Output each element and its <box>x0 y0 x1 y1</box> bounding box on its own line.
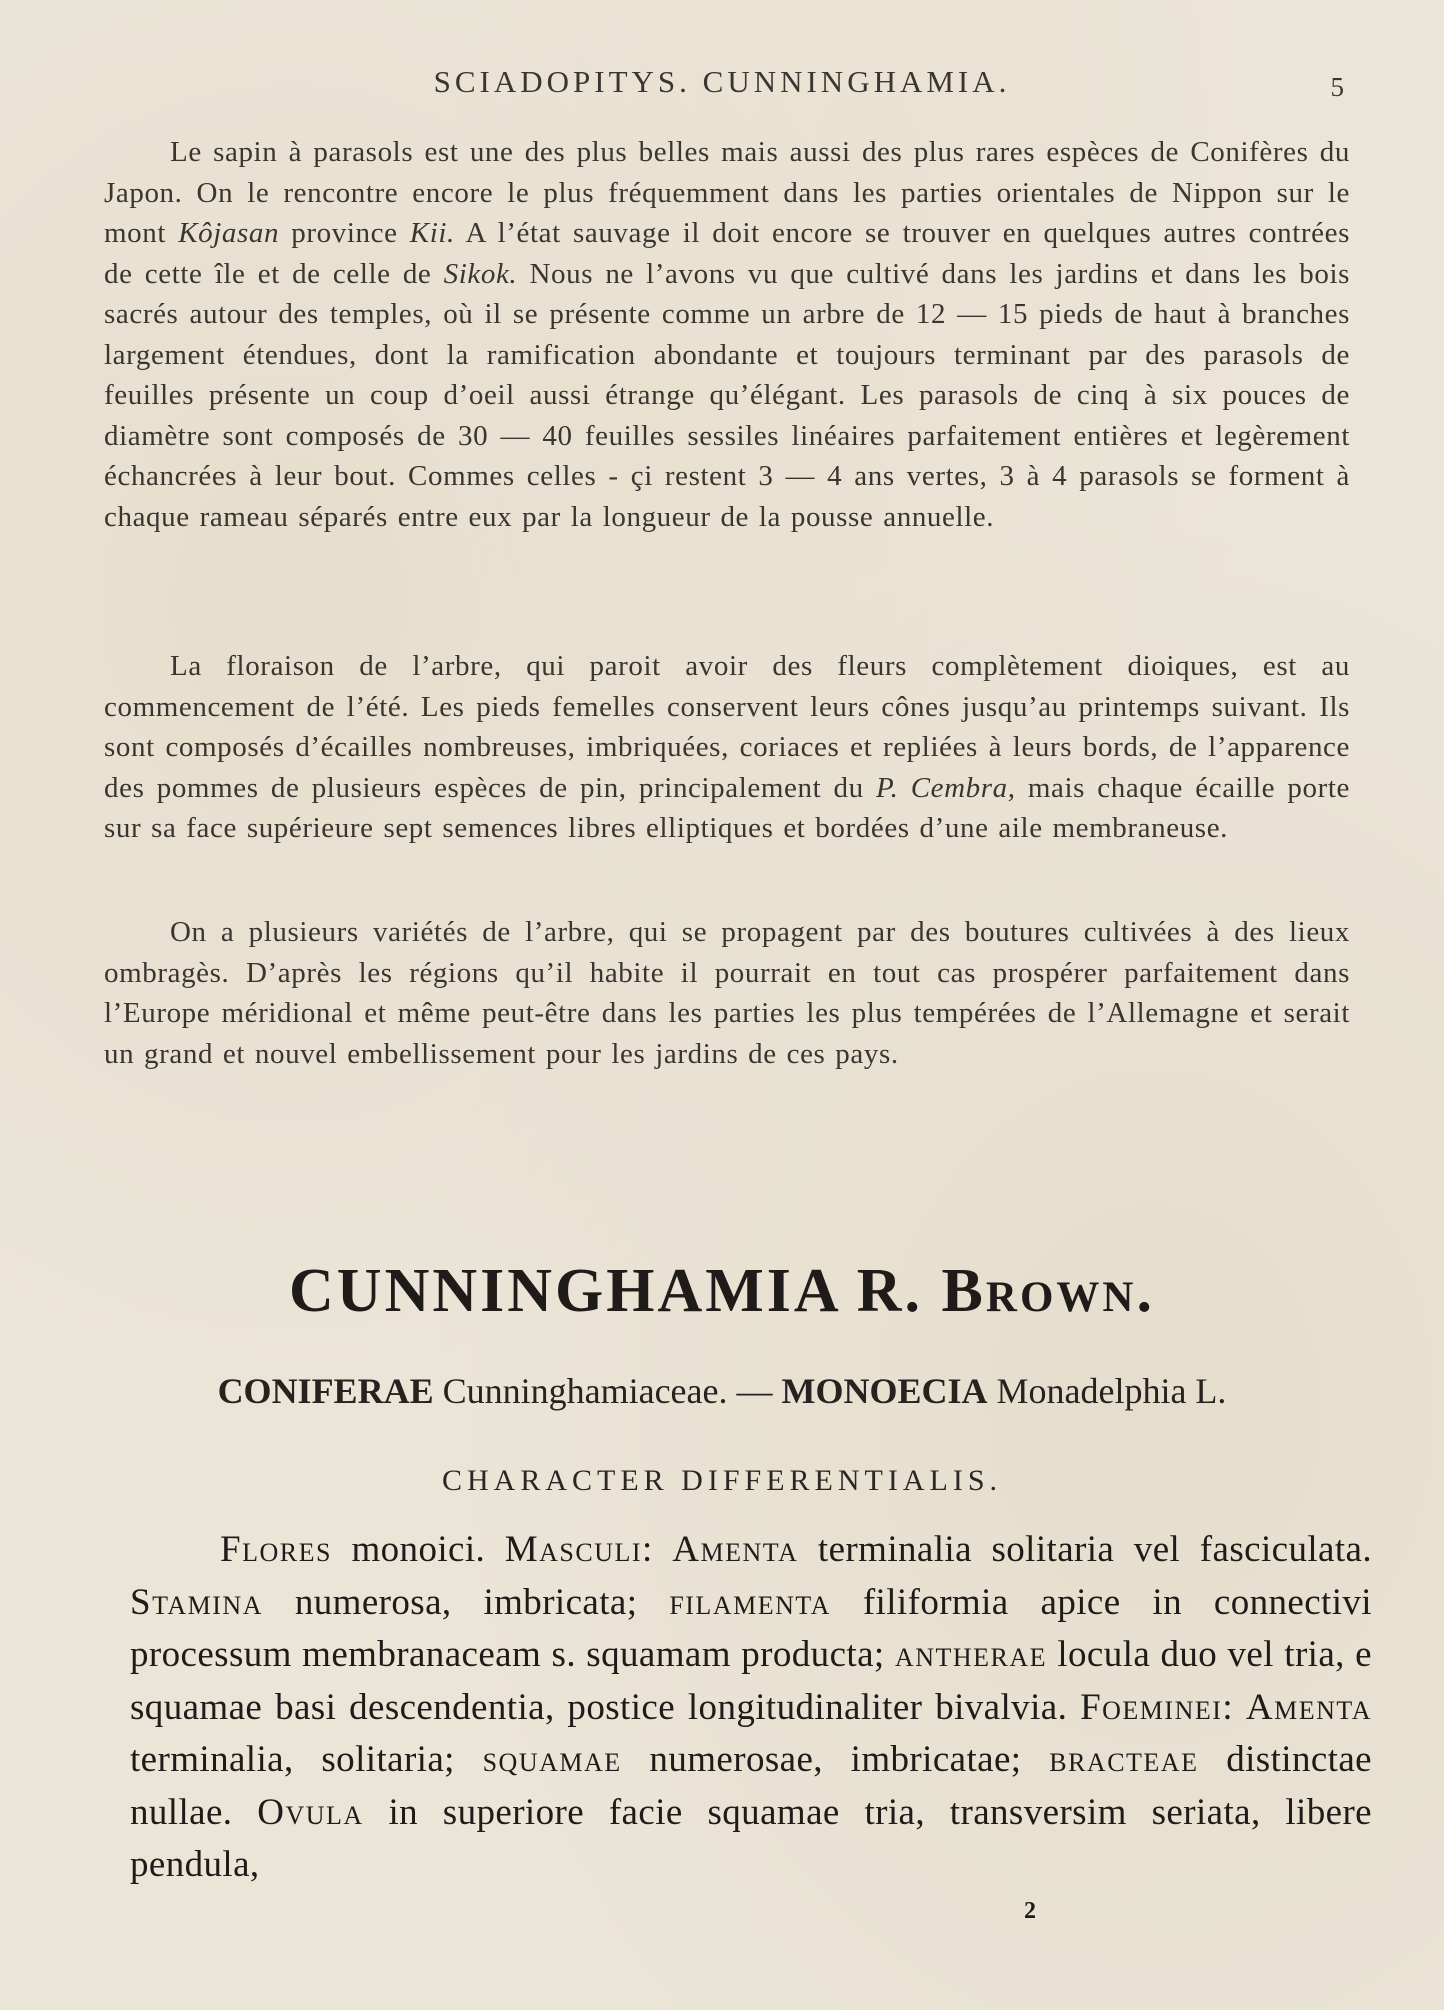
latin-description: Flores monoici. Masculi: Amenta terminalia solitaria vel fasciculata. Stamina numerosa, imbricata; filamenta filiformia apice in connectivi processum membranaceam s. squamam producta; antherae locula duo vel tria, e squamae basi descendentia, postice longitudinaliter bivalvia. Foeminei: Amenta terminalia, solitaria; squamae numerosae, imbricatae; bracteae distinctae nullae. Ovula in superiore facie squamae tria, transversim seriata, libere pendula, <box>130 1529 1372 1885</box>
signature-mark: 2 <box>1024 1898 1036 1924</box>
french-paragraph-1: Le sapin à parasols est une des plus belles mais aussi des plus rares espèces de Conifères du Japon. On le rencontre encore le plus fréquemment dans les parties orientales de Nippon sur le mont Kôjasan province Kii. A l’état sauvage il doit encore se trouver en quelques autres contrées de cette île et de celle de Sikok. Nous ne l’avons vu que cultivé dans les jardins et dans les bois sacrés autour des temples, où il se présente comme un arbre de 12 — 15 pieds de haut à branches largement étendues, dont la ramification abondante et toujours terminant par des parasols de feuilles présente un coup d’oeil aussi étrange qu’élégant. Les parasols de cinq à six pouces de diamètre sont composés de 30 — 40 feuilles sessiles linéaires parfaitement entières et legèrement échancrées à leur bout. Commes celles - çi restent 3 — 4 ans vertes, 3 à 4 parasols se forment à chaque rameau séparés entre eux par la longueur de la pousse annuelle. <box>104 136 1351 533</box>
french-paragraph-3: On a plusieurs variétés de l’arbre, qui se propagent par des boutures cultivées à des lieux ombragès. D’après les régions qu’il habite il pourrait en tout cas prospérer parfaitement dans l’Europe méridional et même peut-être dans les parties les plus tempérées de l’Allemagne et serait un grand et nouvel embellissement pour les jardins de ces pays. <box>104 916 1350 1070</box>
french-paragraph-2: La floraison de l’arbre, qui paroit avoir des fleurs complètement dioiques, est au commencement de l’été. Les pieds femelles conservent leurs cônes jusqu’au printemps suivant. Ils sont composés d’écailles nombreuses, imbriquées, coriaces et repliées à leurs bords, de l’apparence des pommes de plusieurs espèces de pin, principalement du P. Cembra, mais chaque écaille porte sur sa face supérieure sept semences libres elliptiques et bordées d’une aile membraneuse. <box>104 650 1350 844</box>
page-number: 5 <box>1330 72 1344 102</box>
genus-heading: CUNNINGHAMIA R. Brown. <box>289 1257 1155 1325</box>
family-classification-line: CONIFERAE Cunninghamiaceae. — MONOECIA Monadelphia L. <box>217 1371 1227 1411</box>
page-header <box>0 64 1444 104</box>
running-title: SCIADOPITYS. CUNNINGHAMIA. <box>433 64 1011 99</box>
character-heading: CHARACTER DIFFERENTIALIS. <box>441 1464 1002 1497</box>
